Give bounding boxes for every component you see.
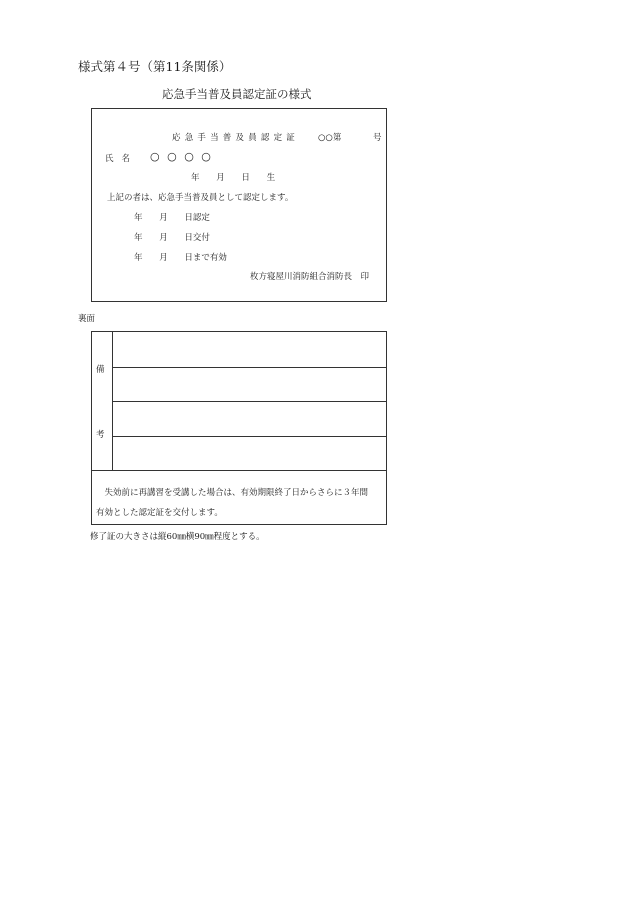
renewal-note [96, 483, 384, 523]
certification-statement: 上記の者は、応急手当普及員として認定します。 [107, 193, 294, 203]
document-title: 応急手当普及員認定証の様式 [162, 87, 312, 101]
certificate-back [91, 331, 387, 525]
name-label: 氏名 [105, 154, 139, 164]
remarks-row-divider [112, 436, 386, 437]
certified-date: 年 月 日認定 [134, 213, 210, 223]
remarks-section-divider [92, 470, 386, 471]
valid-until-date: 年 月 日まで有効 [134, 253, 227, 263]
remarks-row-divider [112, 401, 386, 402]
certificate-number: ○○第 [318, 133, 342, 143]
remarks-label-char-2: 考 [96, 430, 105, 440]
issuer-signature: 枚方寝屋川消防組合消防長 印 [250, 272, 370, 282]
back-side-label: 裏面 [78, 314, 96, 324]
size-footnote: 修了証の大きさは縦60㎜横90㎜程度とする。 [90, 532, 265, 542]
issued-date: 年 月 日交付 [134, 233, 210, 243]
remarks-row-divider [112, 367, 386, 368]
renewal-note-line-1: 失効前に再講習を受講した場合は、有効期限終了日からさらに３年間 [96, 488, 369, 498]
remarks-column [92, 332, 113, 470]
certificate-title: 応急手当普及員認定証 [172, 133, 300, 143]
form-number: 様式第４号（第11条関係） [78, 59, 232, 74]
remarks-label-char-1: 備 [96, 365, 105, 375]
certificate-front [91, 108, 387, 302]
name-value: ○○○○ [150, 150, 219, 163]
certificate-number-suffix: 号 [373, 133, 382, 143]
birth-date-line: 年 月 日 生 [191, 173, 276, 183]
renewal-note-line-2: 有効とした認定証を交付します。 [96, 508, 223, 518]
